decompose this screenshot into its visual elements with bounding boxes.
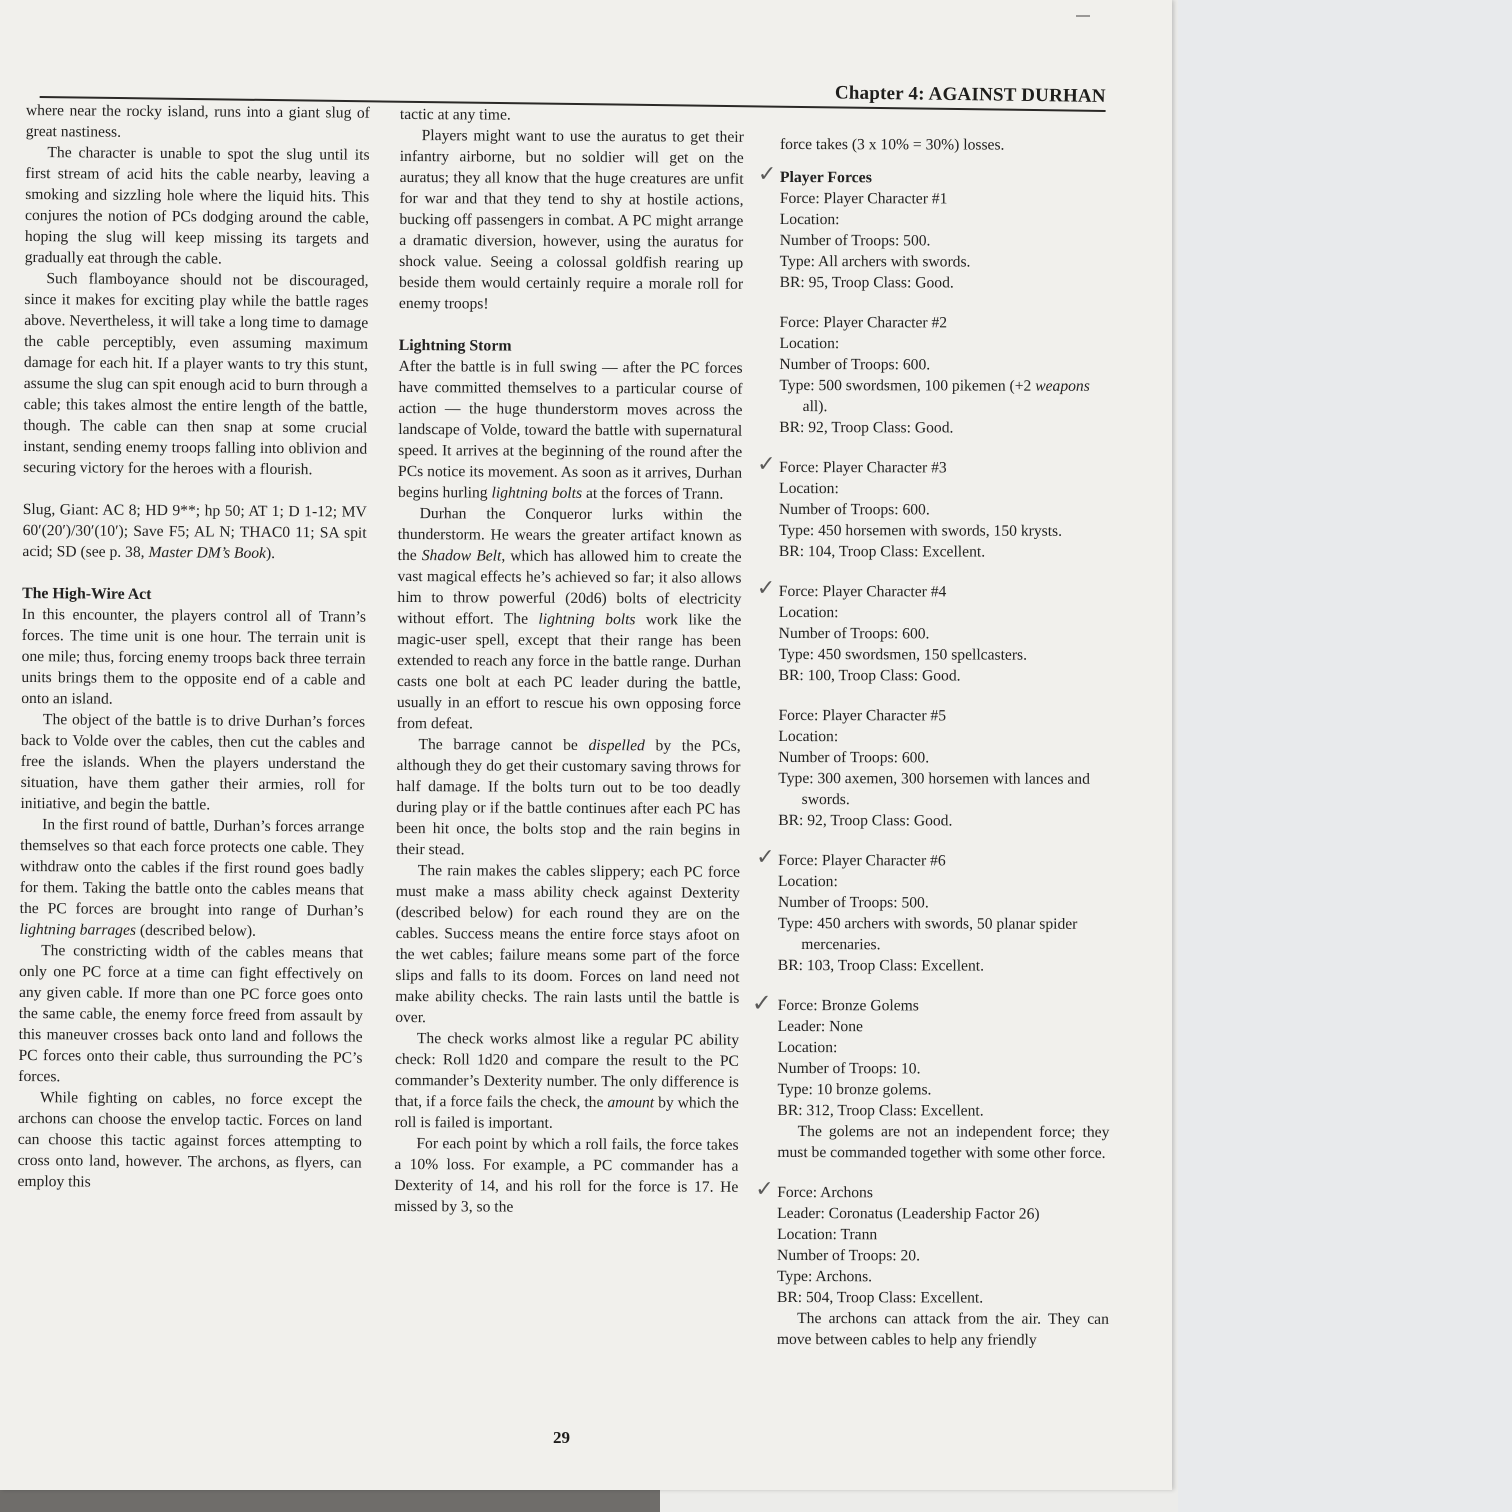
stat-book-title: Master DM’s Book: [148, 543, 267, 562]
emphasis: dispelled: [588, 736, 645, 755]
text-run: work like the magic-user spell, except that their range has been extended to reach any force in the battle range. Durhan casts one bolt at each PC leader during the battle, usually in an effort to rescue his own opposing force from defeat.: [396, 611, 742, 733]
force-br: BR: 504, Troop Class: Excellent.: [776, 1288, 984, 1307]
section-heading: Lightning Storm: [398, 336, 512, 355]
force-location: Location: Trann: [777, 1225, 878, 1244]
force-type: Type: All archers with swords.: [779, 252, 971, 271]
force-type: [779, 375, 1111, 418]
check-mark-icon: ✓: [751, 988, 772, 1017]
force-entry-pc1: [757, 161, 1112, 294]
force-entry-pc3: [757, 451, 1111, 563]
text-run: Type: 500 swordsmen, 100 pikemen (+2: [779, 376, 1036, 395]
force-type: Type: 450 horsemen with swords, 150 krysts.: [778, 521, 1063, 540]
force-type: Type: 450 swordsmen, 150 spellcasters.: [778, 645, 1028, 664]
text-run: by which the roll is failed is important.: [394, 1094, 739, 1132]
paragraph: force takes (3 x 10% = 30%) losses.: [779, 136, 1005, 154]
force-troops: Number of Troops: 10.: [777, 1059, 921, 1078]
force-note: The archons can attack from the air. They can move between cables to help any friendly: [776, 1310, 1109, 1349]
page-mark: [1076, 15, 1090, 17]
text-run: The barrage cannot be: [418, 736, 589, 754]
emphasis: lightning barrages: [19, 920, 137, 939]
paragraph: The rain makes the cables slippery; each PC force must make a mass ability check against Dexterity (described below) for each round they are on the cables. Success means the entire force stays afoot on the wet cables; failure means some part of the force slips and falls to its doom. Forces on land need not make ability checks. The rain lasts until the battle is over.: [395, 862, 741, 1027]
force-name: Force: Player Character #3: [779, 458, 947, 477]
force-location: Location:: [779, 210, 840, 229]
force-troops: Number of Troops: 600.: [778, 624, 930, 643]
check-mark-icon: ✓: [756, 844, 775, 870]
force-entry-pc2: [779, 312, 1111, 439]
force-location: Location:: [778, 603, 839, 622]
force-name: Force: Player Character #5: [778, 706, 947, 725]
force-leader: Leader: Coronatus (Leadership Factor 26): [777, 1204, 1040, 1223]
emphasis: lightning bolts: [491, 484, 583, 502]
paragraph: tactic at any time.: [399, 105, 511, 124]
check-mark-icon: ✓: [757, 451, 776, 477]
page-number: 29: [553, 1428, 570, 1447]
force-entry-pc6: [756, 844, 1110, 977]
text-column-3: [751, 134, 1112, 1370]
binding-edge: [0, 1490, 660, 1512]
check-mark-icon: ✓: [756, 575, 776, 601]
force-name: Force: Player Character #2: [779, 313, 948, 332]
force-br: BR: 95, Troop Class: Good.: [779, 273, 954, 292]
text-run: In the first round of battle, Durhan’s forces arrange themselves so that each force protects one cable. They withdraw onto the cables if the first round goes badly for them. Taking the battle onto the cables means that the PC forces are brought into range of Durhan’s: [19, 816, 365, 920]
check-mark-icon: ✓: [755, 1176, 774, 1202]
paragraph: For each point by which a roll fails, the force takes a 10% loss. For example, a PC commander has a Dexterity of 14, and his roll for the force is 17. He missed by 3, so the: [394, 1135, 739, 1216]
background-surface: [1178, 0, 1512, 1512]
paragraph: While fighting on cables, no force except the archons can choose the envelop tactic. Forces on land can choose this tactic against forces attempting to cross onto land, however. The archons, as flyers, can employ this: [17, 1089, 363, 1191]
paragraph: In this encounter, the players control all of Trann’s forces. The time unit is one hour. The terrain unit is one mile; thus, forcing enemy troops back three terrain units brings them to the opposite end of a cable and onto an island.: [21, 605, 367, 708]
paragraph: [397, 503, 742, 736]
force-troops: Number of Troops: 500.: [779, 231, 931, 250]
text-run: all).: [802, 398, 828, 416]
paragraph: where near the rocky island, runs into a giant slug of great nastiness.: [25, 101, 370, 141]
force-leader: Leader: None: [777, 1017, 863, 1036]
force-location: Location:: [777, 1038, 838, 1057]
text-column-1: [17, 100, 370, 1195]
text-run: After the battle is in full swing — after the PC forces have committed themselves to a particular course of action — the huge thunderstorm moves across the landscape of Volde, toward the battle with supernatural speed. It arrives at the beginning of the round after the PCs notice its movement. As soon as it arrives, Durhan begins hurling: [397, 357, 743, 502]
paragraph: Such flamboyance should not be discouraged, since it makes for exciting play while the battle rages above. Nevertheless, it will take a long time to damage the cable perceptibly, even assuming maximum damage for each hit. If a player wants to try this stunt, assume the slug can spit enough acid to burn through a cable; this takes almost the entire length of the battle, though. The cable can then snap at some crucial instant, sending enemy troops falling into oblivion and securing victory for the heroes with a flourish.: [23, 270, 369, 479]
force-location: Location:: [778, 727, 839, 746]
force-location: Location:: [779, 334, 840, 353]
monster-stat-block: [22, 499, 366, 565]
paragraph: The constricting width of the cables means that only one PC force at a time can fight effectively on any given cable. If more than one PC force goes onto the same cable, the enemy force freed from assault by this maneuver crosses back onto land and follows the PC forces onto their cable, thus surrounding the PC’s forces.: [18, 942, 364, 1086]
text-run: (described below).: [135, 921, 257, 940]
force-name: Force: Bronze Golems: [777, 996, 919, 1015]
force-name: Force: Archons: [777, 1183, 873, 1202]
force-br: BR: 104, Troop Class: Excellent.: [778, 542, 986, 561]
text-run: by the PCs, although they do get their customary saving throws for half damage. If the bolts turn out to be too deadly during play or if the battle continues after each PC has been hit once, the bolts stop and the rain begins in their stead.: [396, 737, 741, 859]
text-run: The check works almost like a regular PC ability check: Roll 1d20 and compare the result to the PC commander’s Dexterity number. The only difference is that, if a force fails the check, the: [394, 1030, 740, 1112]
force-note: The golems are not an independent force; they must be commanded together with some other force.: [777, 1123, 1110, 1162]
force-name: Force: Player Character #6: [778, 851, 946, 870]
force-type: Type: 10 bronze golems.: [777, 1080, 932, 1099]
force-location: Location:: [778, 872, 838, 891]
paragraph: [395, 1028, 740, 1135]
paragraph: [398, 356, 743, 505]
force-entry-archons: [755, 1176, 1109, 1351]
paragraph: [19, 814, 364, 943]
force-entry-pc5: [778, 705, 1110, 832]
paragraph: The character is unable to spot the slug until its first stream of acid hits the cable nearby, leaving a smoking and sizzling hole where the liquid hits. This conjures the notion of PCs dodging around the cable, hoping the slug will keep missing its targets and gradually eat through the cable.: [24, 144, 370, 268]
emphasis: amount: [607, 1094, 655, 1112]
check-mark-icon: ✓: [757, 161, 777, 187]
force-troops: Number of Troops: 600.: [779, 355, 931, 374]
emphasis: weapons: [1035, 377, 1090, 395]
paragraph: The object of the battle is to drive Durhan’s forces back to Volde over the cables, then cut the cables and free the islands. When the players understand the situation, have them gather their armies, roll for initiative, and begin the battle.: [20, 711, 366, 814]
force-type: Type: 450 archers with swords, 50 planar spider mercenaries.: [777, 914, 1078, 954]
chapter-title: Chapter 4: AGAINST DURHAN: [834, 82, 1106, 107]
section-heading: Player Forces: [779, 168, 872, 187]
stat-text: Slug, Giant: AC 8; HD 9**; hp 50; AT 1; D 1-12; MV 60′(20′)/30′(10′); Save F5; AL N; THAC0 11; SA spit acid; SD (see p. 38,: [22, 500, 367, 561]
force-entry-pc4: [756, 575, 1111, 687]
paragraph: [396, 734, 741, 862]
force-troops: Number of Troops: 500.: [777, 893, 929, 912]
force-br: BR: 100, Troop Class: Good.: [778, 666, 961, 685]
force-br: BR: 92, Troop Class: Good.: [778, 811, 953, 830]
text-run: at the forces of Trann.: [582, 484, 724, 503]
force-br: BR: 92, Troop Class: Good.: [779, 418, 954, 437]
paragraph: Players might want to use the auratus to get their infantry airborne, but no soldier will get on the auratus; they all know that the huge creatures are unfit for war and that they tend to shy at hostile actions, bucking off passengers in combat. A PC might arrange a dramatic diversion, however, using the auratus for shock value. Seeing a colossal goldfish rearing up beside them would certainly require a morale roll for enemy troops!: [398, 127, 744, 313]
force-name: Force: Player Character #4: [778, 582, 947, 601]
section-heading: The High-Wire Act: [22, 584, 152, 604]
force-location: Location:: [779, 479, 839, 498]
force-troops: Number of Troops: 600.: [778, 500, 930, 519]
emphasis: Shadow Belt: [421, 547, 502, 565]
force-br: BR: 312, Troop Class: Excellent.: [777, 1101, 984, 1120]
force-troops: Number of Troops: 600.: [778, 748, 930, 767]
text-run: Durhan the Conqueror lurks within the thunderstorm. He wears the greater artifact known as the: [397, 505, 742, 565]
text-run: , which has allowed him to create the vast magical effects he’s achieved so far; it also allows him to throw powerful (20d6) bolts of electricity without effort. The: [397, 547, 742, 628]
force-entry-golems: [751, 988, 1110, 1164]
stat-end: ).: [265, 544, 276, 562]
force-br: BR: 103, Troop Class: Excellent.: [777, 956, 985, 975]
force-name: Force: Player Character #1: [779, 189, 948, 208]
force-type: Type: 300 axemen, 300 horsemen with lances and swords.: [778, 769, 1090, 809]
text-column-2: [394, 104, 744, 1219]
force-troops: Number of Troops: 20.: [777, 1246, 921, 1265]
emphasis: lightning bolts: [538, 610, 636, 629]
force-type: Type: Archons.: [776, 1267, 873, 1286]
